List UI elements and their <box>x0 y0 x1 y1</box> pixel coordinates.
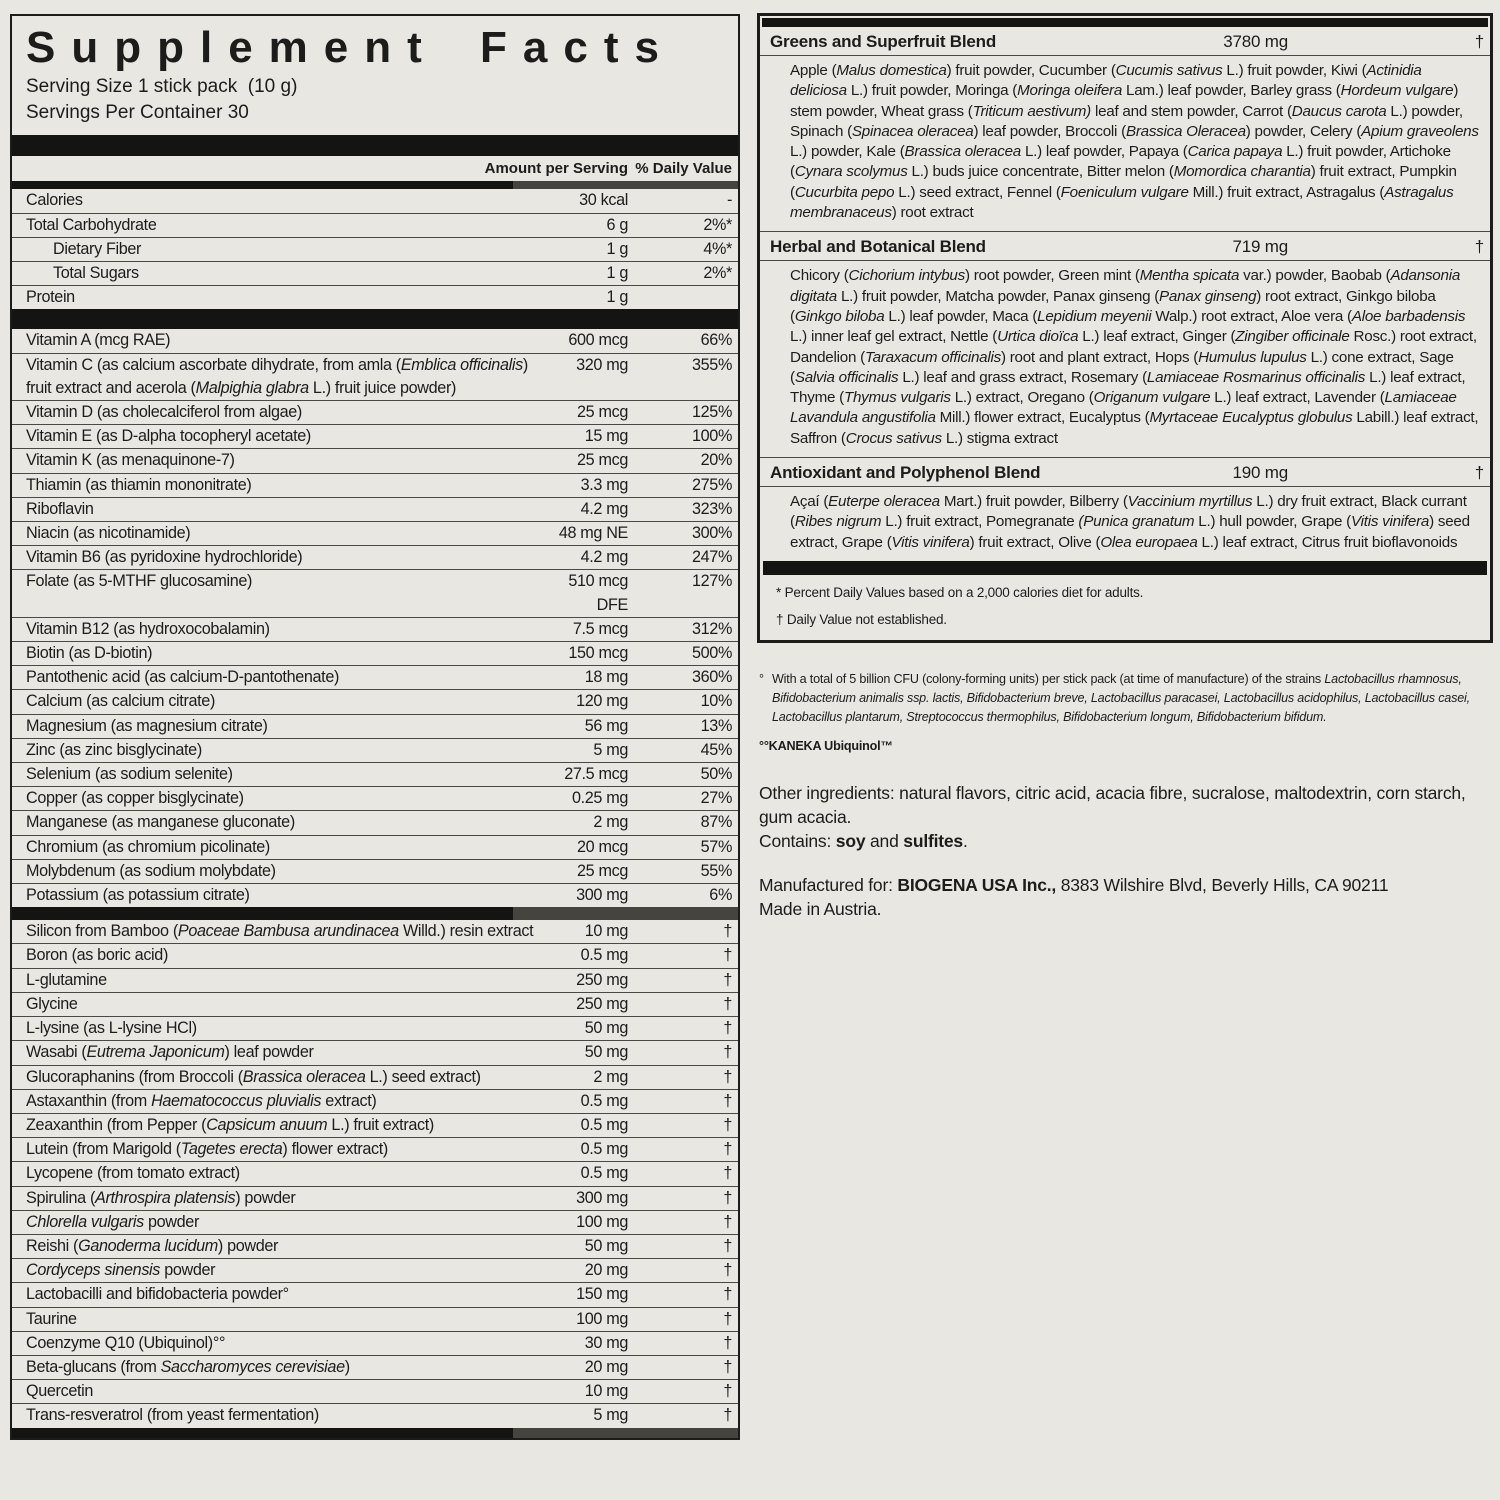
serving-size: Serving Size 1 stick pack (10 g) <box>26 76 298 98</box>
table-row <box>12 189 738 213</box>
nutrient-daily-value: 500% <box>691 644 732 663</box>
nutrient-amount: 20 mg <box>584 1357 628 1376</box>
nutrient-daily-value: † <box>723 1115 732 1134</box>
divider-bar-macros <box>12 309 738 329</box>
blend-name: Herbal and Botanical Blend <box>770 237 986 257</box>
nutrient-daily-value: † <box>723 1382 732 1401</box>
nutrient-name: Taurine <box>26 1309 77 1328</box>
other-nutrient-rows <box>12 920 738 1427</box>
nutrient-daily-value: 27% <box>700 789 732 808</box>
nutrient-name: Vitamin A (mcg RAE) <box>26 331 171 350</box>
table-row <box>12 811 738 835</box>
blend-name: Greens and Superfruit Blend <box>770 32 997 51</box>
nutrient-daily-value: 45% <box>700 740 732 759</box>
nutrient-name: Chlorella vulgaris powder <box>26 1212 199 1231</box>
nutrient-daily-value: 360% <box>691 668 732 687</box>
nutrient-name: Vitamin K (as menaquinone-7) <box>26 451 235 470</box>
nutrient-amount: 320 mg <box>576 355 628 374</box>
blends-panel <box>757 13 1493 643</box>
nutrient-daily-value: † <box>723 1043 732 1062</box>
nutrient-name: Chromium (as chromium picolinate) <box>26 837 270 856</box>
nutrient-amount: 0.5 mg <box>580 1140 628 1159</box>
nutrient-amount: 50 mg <box>584 1043 628 1062</box>
table-row <box>12 354 738 401</box>
panel-title: Supplement Facts <box>26 23 675 72</box>
nutrient-amount: 50 mg <box>584 1236 628 1255</box>
table-row <box>12 262 738 286</box>
divider-bar-minerals <box>12 907 738 920</box>
nutrient-amount: 4.2 mg <box>580 548 628 567</box>
nutrient-amount: 18 mg <box>584 668 628 687</box>
divider-bar-top <box>12 135 738 156</box>
table-row <box>12 1041 738 1065</box>
servings-per-container: Servings Per Container 30 <box>26 102 249 124</box>
nutrient-daily-value: 87% <box>700 813 732 832</box>
nutrient-amount: 600 mcg <box>568 331 628 350</box>
nutrient-daily-value: 2%* <box>703 264 732 282</box>
table-row <box>12 920 738 944</box>
nutrient-amount: 1 g <box>606 264 628 282</box>
blends-top-bar <box>762 18 1488 27</box>
nutrient-amount: 20 mg <box>584 1261 628 1280</box>
table-row <box>12 449 738 473</box>
blend-greens-superfruit <box>760 27 1490 223</box>
table-row <box>12 787 738 811</box>
nutrient-amount: 56 mg <box>584 716 628 735</box>
nutrient-name: Zinc (as zinc bisglycinate) <box>26 740 202 759</box>
nutrient-name: Vitamin B6 (as pyridoxine hydrochloride) <box>26 548 303 567</box>
nutrient-daily-value: 57% <box>700 837 732 856</box>
table-row <box>12 1404 738 1427</box>
nutrient-amount: 150 mcg <box>568 644 628 663</box>
made-in-text: Made in Austria. <box>759 898 882 919</box>
vitamin-mineral-rows <box>12 329 738 907</box>
nutrient-amount: 150 mg <box>576 1285 628 1304</box>
table-row <box>12 1138 738 1162</box>
nutrient-daily-value: † <box>723 1357 732 1376</box>
nutrient-name: Vitamin C (as calcium ascorbate dihydrate, from amla (Emblica officinalis) fruit extract and acerola (Malpighia glabra L.) fruit juice powder) <box>26 355 528 397</box>
nutrient-amount: 120 mg <box>576 692 628 711</box>
table-row <box>12 401 738 425</box>
nutrient-name: Lutein (from Marigold (Tagetes erecta) flower extract) <box>26 1140 388 1159</box>
table-row <box>12 1259 738 1283</box>
dagger-symbol: † <box>1474 463 1484 483</box>
nutrient-name: Selenium (as sodium selenite) <box>26 765 233 784</box>
table-row <box>12 1332 738 1356</box>
nutrient-amount: 5 mg <box>593 1406 628 1425</box>
dagger-symbol: † <box>1474 32 1484 51</box>
nutrient-amount: 100 mg <box>576 1309 628 1328</box>
nutrient-amount: 25 mcg <box>577 861 628 880</box>
nutrient-name: Coenzyme Q10 (Ubiquinol)°° <box>26 1333 226 1352</box>
nutrient-amount: 1 g <box>606 239 628 258</box>
blend-header <box>760 458 1490 487</box>
nutrient-amount: 510 mcg DFE <box>568 572 628 614</box>
nutrient-amount: 3.3 mg <box>580 475 628 494</box>
nutrient-amount: 250 mg <box>576 970 628 989</box>
nutrient-name: Copper (as copper bisglycinate) <box>26 789 244 808</box>
supplement-facts-panel <box>10 14 740 1440</box>
degree-marker: ° <box>759 671 764 686</box>
nutrient-name: Folate (as 5-MTHF glucosamine) <box>26 572 253 591</box>
nutrient-name: L-lysine (as L-lysine HCl) <box>26 1019 197 1038</box>
table-row <box>12 238 738 262</box>
nutrient-amount: 1 g <box>606 288 628 307</box>
nutrient-name: Molybdenum (as sodium molybdate) <box>26 861 276 880</box>
nutrient-name: Calories <box>26 191 83 210</box>
blend-name: Antioxidant and Polyphenol Blend <box>770 463 1041 483</box>
nutrient-daily-value: 13% <box>700 716 732 735</box>
nutrient-amount: 0.5 mg <box>580 1091 628 1110</box>
table-row <box>12 425 738 449</box>
nutrient-daily-value: 50% <box>700 765 732 784</box>
other-ingredients-text: Other ingredients: natural flavors, citric acid, acacia fibre, sucralose, maltodextrin, corn starch, gum acacia. <box>759 782 1466 827</box>
amount-column-header: Amount per Serving <box>484 160 628 178</box>
allergen-statement: Contains: soy and sulfites. <box>759 830 968 851</box>
other-ingredients-block <box>759 781 1493 853</box>
table-row <box>12 642 738 666</box>
table-row <box>12 1380 738 1404</box>
table-row <box>12 944 738 968</box>
nutrient-daily-value: † <box>723 994 732 1013</box>
nutrient-daily-value: 20% <box>700 451 732 470</box>
nutrient-name: Manganese (as manganese gluconate) <box>26 813 295 832</box>
table-row <box>12 739 738 763</box>
nutrient-name: Lactobacilli and bifidobacteria powder° <box>26 1285 289 1304</box>
table-row <box>12 1114 738 1138</box>
column-headers <box>12 156 738 181</box>
nutrient-name: Dietary Fiber <box>53 239 142 258</box>
nutrient-daily-value: † <box>723 1140 732 1159</box>
nutrient-daily-value: 6% <box>709 886 732 905</box>
divider-bar-header <box>12 181 738 189</box>
nutrient-daily-value: † <box>723 922 732 941</box>
nutrient-amount: 30 mg <box>584 1333 628 1352</box>
table-row <box>12 546 738 570</box>
table-row <box>12 690 738 714</box>
nutrient-name: Lycopene (from tomato extract) <box>26 1164 240 1183</box>
kaneka-footnote: °°KANEKA Ubiquinol™ <box>759 738 893 753</box>
dagger-symbol: † <box>1474 237 1484 257</box>
nutrient-name: Wasabi (Eutrema Japonicum) leaf powder <box>26 1043 314 1062</box>
nutrient-name: Magnesium (as magnesium citrate) <box>26 716 268 735</box>
table-row <box>12 1235 738 1259</box>
table-row <box>12 969 738 993</box>
nutrient-daily-value: † <box>723 1236 732 1255</box>
table-row <box>12 1017 738 1041</box>
nutrient-name: Glucoraphanins (from Broccoli (Brassica oleracea L.) seed extract) <box>26 1067 481 1086</box>
nutrient-daily-value: - <box>726 191 732 210</box>
nutrient-name: Vitamin B12 (as hydroxocobalamin) <box>26 619 270 638</box>
nutrient-name: Calcium (as calcium citrate) <box>26 692 215 711</box>
probiotic-strains-text: With a total of 5 billion CFU (colony-forming units) per stick pack (at time of manufacture) of the strains Lactobacillus rhamnosus, Bifidobacterium animalis ssp. lactis, Bifidobacterium breve, Lactobacillus paracasei, Lactobacillus acidophilus, Lactobacillus casei, Lactobacillus plantarum, Streptococcus thermophilus, Bifidobacterium longum, Bifidobacterium bifidum. <box>772 671 1470 724</box>
macro-rows <box>12 189 738 309</box>
nutrient-amount: 300 mg <box>576 886 628 905</box>
nutrient-amount: 10 mg <box>584 922 628 941</box>
nutrient-daily-value: 125% <box>691 403 732 422</box>
nutrient-name: Biotin (as D-biotin) <box>26 644 153 663</box>
nutrient-amount: 100 mg <box>576 1212 628 1231</box>
nutrient-amount: 0.5 mg <box>580 946 628 965</box>
nutrient-amount: 27.5 mcg <box>564 765 628 784</box>
nutrient-name: L-glutamine <box>26 970 107 989</box>
nutrient-daily-value: † <box>723 970 732 989</box>
nutrient-amount: 300 mg <box>576 1188 628 1207</box>
manufacturer-block <box>759 873 1493 921</box>
nutrient-daily-value: † <box>723 1019 732 1038</box>
blend-amount: 190 mg <box>1232 463 1288 483</box>
nutrient-name: Thiamin (as thiamin mononitrate) <box>26 475 252 494</box>
nutrient-daily-value: 10% <box>700 692 732 711</box>
nutrient-name: Protein <box>26 288 75 307</box>
blend-ingredients: Açaí (Euterpe oleracea Mart.) fruit powder, Bilberry (Vaccinium myrtillus L.) dry fruit extract, Black currant (Ribes nigrum L.) fruit extract, Pomegranate (Punica granatum L.) hull powder, Grape (Vitis vinifera) seed extract, Grape (Vitis vinifera) fruit extract, Olive (Olea europaea L.) leaf extract, Citrus fruit bioflavonoids <box>790 493 1470 551</box>
manufactured-for-text: Manufactured for: BIOGENA USA Inc., 8383 Wilshire Blvd, Beverly Hills, CA 90211 <box>759 874 1389 895</box>
nutrient-daily-value: † <box>723 1406 732 1425</box>
nutrient-daily-value: 247% <box>691 548 732 567</box>
nutrient-name: Vitamin E (as D-alpha tocopheryl acetate) <box>26 427 311 446</box>
nutrient-daily-value: 355% <box>691 355 732 374</box>
nutrient-name: Quercetin <box>26 1382 94 1401</box>
nutrient-name: Total Sugars <box>53 264 139 282</box>
probiotic-strains-footnote <box>759 670 1491 727</box>
nutrient-amount: 2 mg <box>593 1067 628 1086</box>
nutrient-daily-value: 275% <box>691 475 732 494</box>
table-row <box>12 214 738 238</box>
table-row <box>12 498 738 522</box>
nutrient-daily-value: † <box>723 1188 732 1207</box>
table-row <box>12 522 738 546</box>
nutrient-amount: 0.5 mg <box>580 1115 628 1134</box>
divider-bar-bottom <box>12 1428 738 1438</box>
nutrient-amount: 25 mcg <box>577 451 628 470</box>
nutrient-amount: 6 g <box>606 215 628 234</box>
table-row <box>12 618 738 642</box>
nutrient-name: Vitamin D (as cholecalciferol from algae) <box>26 403 302 422</box>
nutrient-amount: 10 mg <box>584 1382 628 1401</box>
dv-not-established-footnote: † Daily Value not established. <box>776 611 947 627</box>
nutrient-name: Zeaxanthin (from Pepper (Capsicum anuum L.) fruit extract) <box>26 1115 434 1134</box>
table-row <box>12 836 738 860</box>
nutrient-name: Cordyceps sinensis powder <box>26 1261 216 1280</box>
table-row <box>12 474 738 498</box>
nutrient-amount: 20 mcg <box>577 837 628 856</box>
nutrient-amount: 0.5 mg <box>580 1164 628 1183</box>
table-row <box>12 715 738 739</box>
nutrient-amount: 48 mg NE <box>558 524 628 543</box>
nutrient-name: Trans-resveratrol (from yeast fermentation) <box>26 1406 319 1425</box>
nutrient-daily-value: 100% <box>691 427 732 446</box>
nutrient-name: Reishi (Ganoderma lucidum) powder <box>26 1236 279 1255</box>
blend-ingredients: Apple (Malus domestica) fruit powder, Cucumber (Cucumis sativus L.) fruit powder, Kiwi (Actinidia deliciosa L.) fruit powder, Moringa (Moringa oleifera Lam.) leaf powder, Barley grass (Hordeum vulgare) stem powder, Wheat grass (Triticum aestivum) leaf and stem powder, Carrot (Daucus carota L.) powder, Spinach (Spinacea oleracea) leaf powder, Broccoli (Brassica Oleracea) powder, Celery (Apium graveolens L.) powder, Kale (Brassica oleracea L.) leaf powder, Papaya (Carica papaya L.) fruit powder, Artichoke (Cynara scolymus L.) buds juice concentrate, Bitter melon (Momordica charantia) fruit extract, Pumpkin (Cucurbita pepo L.) seed extract, Fennel (Foeniculum vulgare Mill.) fruit extract, Astragalus (Astragalus membranaceus) root extract <box>790 62 1479 222</box>
dv-basis-footnote: * Percent Daily Values based on a 2,000 calories diet for adults. <box>776 584 1144 600</box>
blends-divider-bar <box>763 561 1487 575</box>
table-row <box>12 1066 738 1090</box>
nutrient-name: Silicon from Bamboo (Poaceae Bambusa arundinacea Willd.) resin extract <box>26 922 534 941</box>
nutrient-daily-value: † <box>723 1091 732 1110</box>
table-row <box>12 1162 738 1186</box>
right-column <box>757 13 1493 921</box>
nutrient-daily-value: † <box>723 946 732 965</box>
table-row <box>12 666 738 690</box>
nutrient-daily-value: † <box>723 1212 732 1231</box>
nutrient-daily-value: † <box>723 1333 732 1352</box>
table-row <box>12 1187 738 1211</box>
nutrient-amount: 0.25 mg <box>571 789 628 808</box>
nutrient-name: Riboflavin <box>26 499 94 518</box>
nutrient-daily-value: † <box>723 1067 732 1086</box>
table-row <box>12 570 738 617</box>
nutrient-name: Spirulina (Arthrospira platensis) powder <box>26 1188 296 1207</box>
nutrient-daily-value: 127% <box>691 572 732 591</box>
nutrient-name: Niacin (as nicotinamide) <box>26 524 191 543</box>
table-row <box>12 1211 738 1235</box>
nutrient-daily-value: † <box>723 1309 732 1328</box>
nutrient-name: Pantothenic acid (as calcium-D-pantothenate) <box>26 668 340 687</box>
nutrient-amount: 30 kcal <box>579 191 628 210</box>
table-row <box>12 1356 738 1380</box>
blend-antioxidant-polyphenol <box>760 457 1490 553</box>
nutrient-name: Glycine <box>26 994 78 1013</box>
nutrient-daily-value: 323% <box>691 499 732 518</box>
nutrient-amount: 4.2 mg <box>580 499 628 518</box>
table-row <box>12 860 738 884</box>
table-row <box>12 1090 738 1114</box>
nutrient-daily-value: 300% <box>691 524 732 543</box>
table-row <box>12 763 738 787</box>
dv-column-header: % Daily Value <box>635 160 732 178</box>
nutrient-amount: 250 mg <box>576 994 628 1013</box>
nutrient-daily-value: † <box>723 1285 732 1304</box>
table-row <box>12 884 738 907</box>
table-row <box>12 329 738 353</box>
nutrient-name: Beta-glucans (from Saccharomyces cerevisiae) <box>26 1357 350 1376</box>
blend-herbal-botanical <box>760 231 1490 449</box>
nutrient-amount: 7.5 mcg <box>572 619 628 638</box>
nutrient-amount: 5 mg <box>593 740 628 759</box>
nutrient-name: Boron (as boric acid) <box>26 946 168 965</box>
nutrient-name: Astaxanthin (from Haematococcus pluvialis extract) <box>26 1091 377 1110</box>
blend-amount: 3780 mg <box>1223 32 1288 51</box>
nutrient-amount: 2 mg <box>593 813 628 832</box>
nutrient-daily-value: 55% <box>700 861 732 880</box>
nutrient-daily-value: 2%* <box>703 215 732 234</box>
blend-header <box>760 232 1490 261</box>
nutrient-daily-value: † <box>723 1261 732 1280</box>
nutrient-amount: 25 mcg <box>577 403 628 422</box>
table-row <box>12 1308 738 1332</box>
nutrient-amount: 50 mg <box>584 1019 628 1038</box>
nutrient-name: Potassium (as potassium citrate) <box>26 886 250 905</box>
blend-header <box>760 27 1490 56</box>
nutrient-daily-value: † <box>723 1164 732 1183</box>
table-row <box>12 993 738 1017</box>
nutrient-daily-value: 66% <box>700 331 732 350</box>
table-row <box>12 1283 738 1307</box>
nutrient-name: Total Carbohydrate <box>26 215 157 234</box>
table-row <box>12 286 738 309</box>
nutrient-daily-value: 4%* <box>703 239 732 258</box>
blend-amount: 719 mg <box>1232 237 1288 257</box>
nutrient-amount: 15 mg <box>584 427 628 446</box>
nutrient-daily-value: 312% <box>691 619 732 638</box>
blend-ingredients: Chicory (Cichorium intybus) root powder, Green mint (Mentha spicata var.) powder, Baobab (Adansonia digitata L.) fruit powder, Matcha powder, Panax ginseng (Panax ginseng) root extract, Ginkgo biloba (Ginkgo biloba L.) leaf powder, Maca (Lepidium meyenii Walp.) root extract, Aloe vera (Aloe barbadensis L.) inner leaf gel extract, Nettle (Urtica dioïca L.) leaf extract, Ginger (Zingiber officinale Rosc.) root extract, Dandelion (Taraxacum officinalis) root and plant extract, Hops (Humulus lupulus L.) cone extract, Sage (Salvia officinalis L.) leaf and grass extract, Rosemary (Lamiaceae Rosmarinus officinalis L.) leaf extract, Thyme (Thymus vulgaris L.) extract, Oregano (Origanum vulgare L.) leaf extract, Lavender (Lamiaceae Lavandula angustifolia Mill.) flower extract, Eucalyptus (Myrtaceae Eucalyptus globulus Labill.) leaf extract, Saffron (Crocus sativus L.) stigma extract <box>790 267 1479 447</box>
